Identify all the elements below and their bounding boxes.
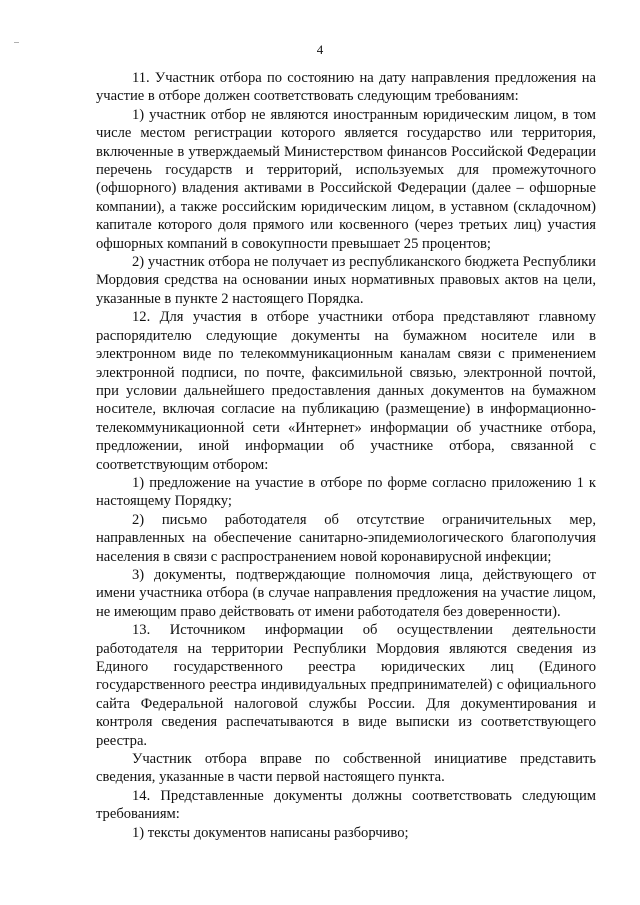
paragraph-13: 13. Источником информации об осуществлении деятельности работодателя на территории Республики Мордовия являются сведения из Единого государственного реестра юридических лиц (Единого государственного реестра индивидуальных предпринимателей) с официального сайта Федеральной налоговой службы России. Для документирования и контроля сведения распечатываются в виде выписки из соответствующего реестра. [96, 622, 596, 749]
paragraph-11-intro: 11. Участник отбора по состоянию на дату направления предложения на участие в отборе должен соответствовать следующим требованиям: [96, 70, 596, 105]
paragraph-12-item-1: 1) предложение на участие в отборе по форме согласно приложению 1 к настоящему Порядку; [96, 474, 596, 510]
paragraph-14-intro: 14. Представленные документы должны соответствовать следующим требованиям: [96, 787, 596, 823]
paragraph-14-item-1: 1) тексты документов написаны разборчиво; [132, 824, 409, 841]
paragraph-13-note: Участник отбора вправе по собственной инициативе представить сведения, указанные в части первой настоящего пункта. [96, 751, 596, 786]
paragraph-11-item-1: 1) участник отбор не являются иностранным юридическим лицом, в том числе местом регистрации которого является государство или территория, включенные в утверждаемый Министерством финансов Российской Федерации перечень государств и территорий, используемых для промежуточного (офшорного) владения активами в Российской Федерации (далее – офшорные компании), а также российским юридическим лицом, в уставном (складочном) капитале которого доля прямого или косвенного (через третьих лиц) участия офшорных компаний в совокупности превышает 25 процентов; [96, 106, 596, 252]
document-body [96, 69, 596, 842]
page-number: 4 [316, 42, 324, 57]
paragraph-12-intro: 12. Для участия в отборе участники отбора представляют главному распорядителю следующие документы на бумажном носителе или в электронном виде по телекоммуникационным каналам связи с применением электронной подписи, по почте, факсимильной связью, электронной почтой, при условии дальнейшего предоставления данных документов на бумажном носителе, включая согласие на публикацию (размещение) в информационно-телекоммуникационной сети «Интернет» информации об участнике отбора, предложении, иной информации об участнике отбора, связанной с соответствующим отбором: [96, 309, 596, 473]
paragraph-12-item-2: 2) письмо работодателя об отсутствие ограничительных мер, направленных на обеспечение санитарно-эпидемиологического благополучия населения в связи с распространением новой коронавирусной инфекции; [96, 511, 596, 565]
paragraph-12-item-3: 3) документы, подтверждающие полномочия лица, действующего от имени участника отбора (в случае направления предложения на участие лицом, не имеющим право действовать от имени работодателя без доверенности). [96, 566, 596, 620]
paragraph-11-item-2: 2) участник отбора не получает из республиканского бюджета Республики Мордовия средства на основании иных нормативных правовых актов на цели, указанные в пункте 2 настоящего Порядка. [96, 254, 596, 307]
